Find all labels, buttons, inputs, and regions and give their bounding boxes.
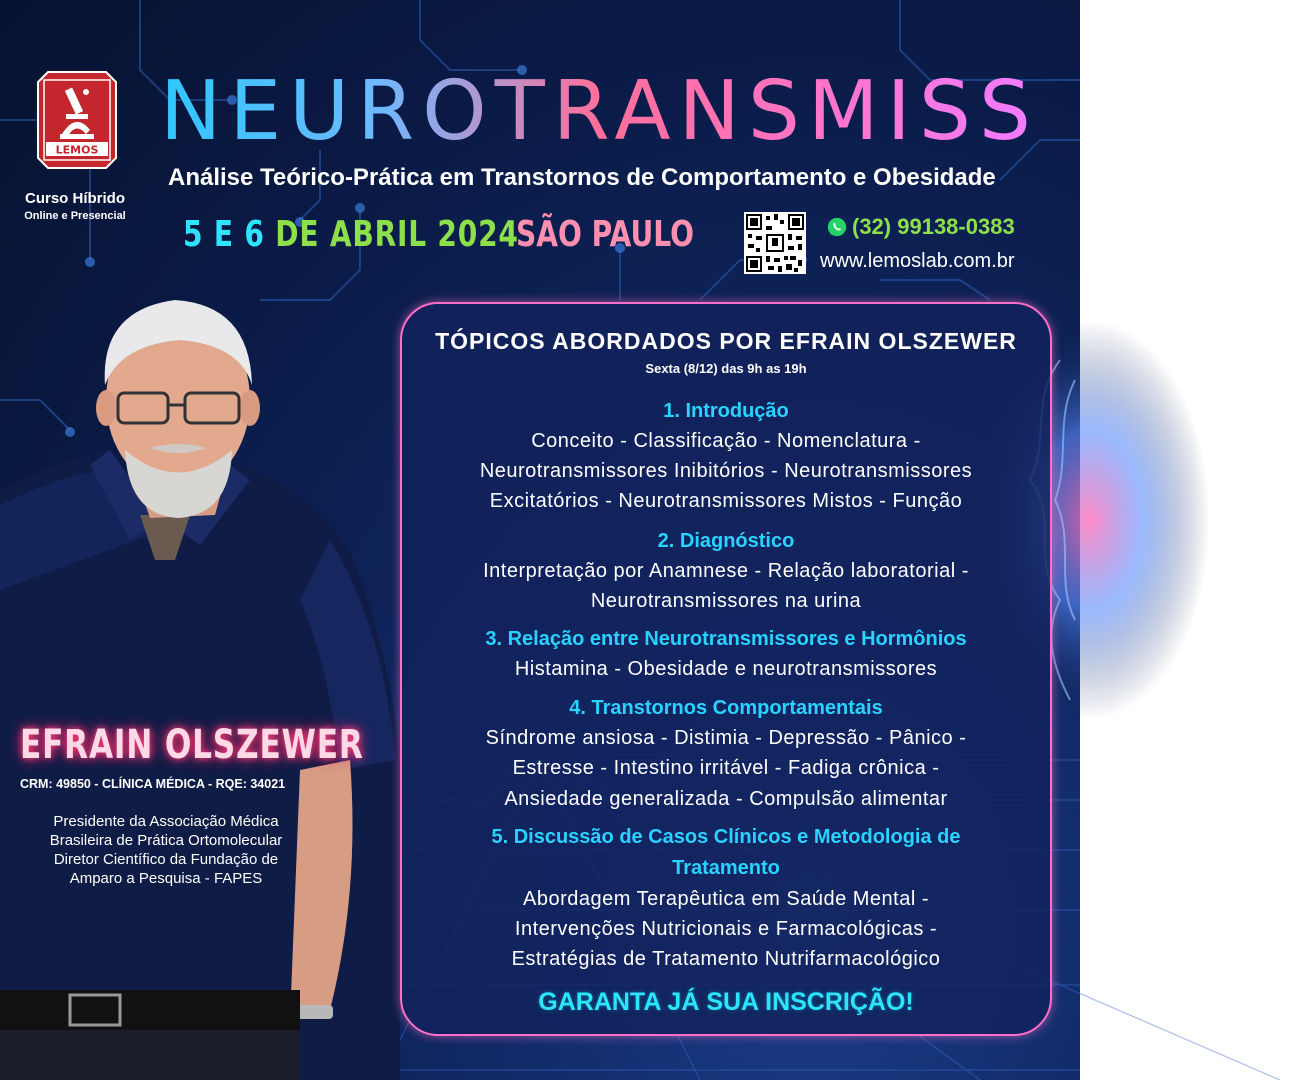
section-line: Neurotransmissores na urina bbox=[590, 590, 862, 612]
section-title: 1. Introdução bbox=[663, 400, 789, 422]
section-title: 3. Relação entre Neurotransmissores e Hormônios bbox=[485, 628, 967, 650]
section-title: 4. Transtornos Comportamentais bbox=[569, 697, 883, 719]
event-date-month: DE ABRIL 2024 bbox=[264, 214, 519, 255]
logo-text: LEMOS bbox=[55, 143, 99, 157]
speaker-bio-line: Brasileira de Prática Ortomolecular bbox=[49, 832, 283, 849]
course-type-label: Curso Híbrido bbox=[25, 190, 125, 207]
section-title: 2. Diagnóstico bbox=[657, 530, 795, 552]
section-line: Estresse - Intestino irritável - Fadiga crônica - bbox=[512, 757, 940, 779]
section-line: Intervenções Nutricionais e Farmacológicas - bbox=[514, 918, 938, 940]
speaker-name: EFRAIN OLSZEWER bbox=[20, 722, 364, 768]
section-line: Ansiedade generalizada - Compulsão alimentar bbox=[504, 788, 948, 810]
course-mode-label: Online e Presencial bbox=[24, 210, 126, 222]
page-subtitle: Análise Teórico-Prática em Transtornos de Comportamento e Obesidade bbox=[168, 164, 996, 191]
register-cta[interactable]: GARANTA JÁ SUA INSCRIÇÃO! bbox=[538, 988, 914, 1016]
section-line: Abordagem Terapêutica em Saúde Mental - bbox=[522, 888, 930, 910]
speaker-credentials: CRM: 49850 - CLÍNICA MÉDICA - RQE: 34021 bbox=[20, 777, 286, 791]
course-type bbox=[0, 190, 150, 222]
phone-number: (32) 99138-0383 bbox=[852, 214, 1015, 239]
section-title: Tratamento bbox=[672, 857, 780, 879]
section-line: Interpretação por Anamnese - Relação laboratorial - bbox=[483, 560, 969, 582]
topics-panel bbox=[400, 302, 1052, 1036]
section-line: Conceito - Classificação - Nomenclatura - bbox=[531, 430, 921, 452]
speaker-bio-line: Presidente da Associação Médica bbox=[53, 813, 279, 830]
whatsapp-icon bbox=[826, 216, 848, 238]
speaker-bio-line: Diretor Científico da Fundação de bbox=[53, 851, 279, 868]
section-line: Histamina - Obesidade e neurotransmissores bbox=[514, 658, 938, 680]
topics-heading: TÓPICOS ABORDADOS POR EFRAIN OLSZEWER bbox=[435, 328, 1017, 354]
page-title: NEUROTRANSMISSORES bbox=[160, 62, 1040, 162]
event-date-days: 5 E 6 bbox=[183, 214, 265, 255]
section-line: Estratégias de Tratamento Nutrifarmacológico bbox=[511, 948, 941, 970]
whatsapp-contact[interactable] bbox=[826, 214, 1015, 240]
topics-schedule: Sexta (8/12) das 9h as 19h bbox=[645, 361, 807, 376]
website-link[interactable]: www.lemoslab.com.br bbox=[820, 250, 1015, 272]
section-line: Excitatórios - Neurotransmissores Mistos - Função bbox=[489, 490, 963, 512]
speaker-photo bbox=[0, 290, 400, 1080]
event-city: SÃO PAULO bbox=[516, 214, 695, 255]
speaker-bio bbox=[16, 812, 316, 888]
qr-code-icon[interactable] bbox=[744, 212, 806, 274]
speaker-bio-line: Amparo a Pesquisa - FAPES bbox=[69, 870, 263, 887]
event-date bbox=[183, 214, 519, 255]
section-line: Neurotransmissores Inibitórios - Neurotransmissores bbox=[479, 460, 973, 482]
section-title: 5. Discussão de Casos Clínicos e Metodologia de bbox=[491, 826, 961, 848]
section-line: Síndrome ansiosa - Distimia - Depressão - Pânico - bbox=[485, 727, 967, 749]
microscope-logo-icon bbox=[36, 70, 118, 170]
